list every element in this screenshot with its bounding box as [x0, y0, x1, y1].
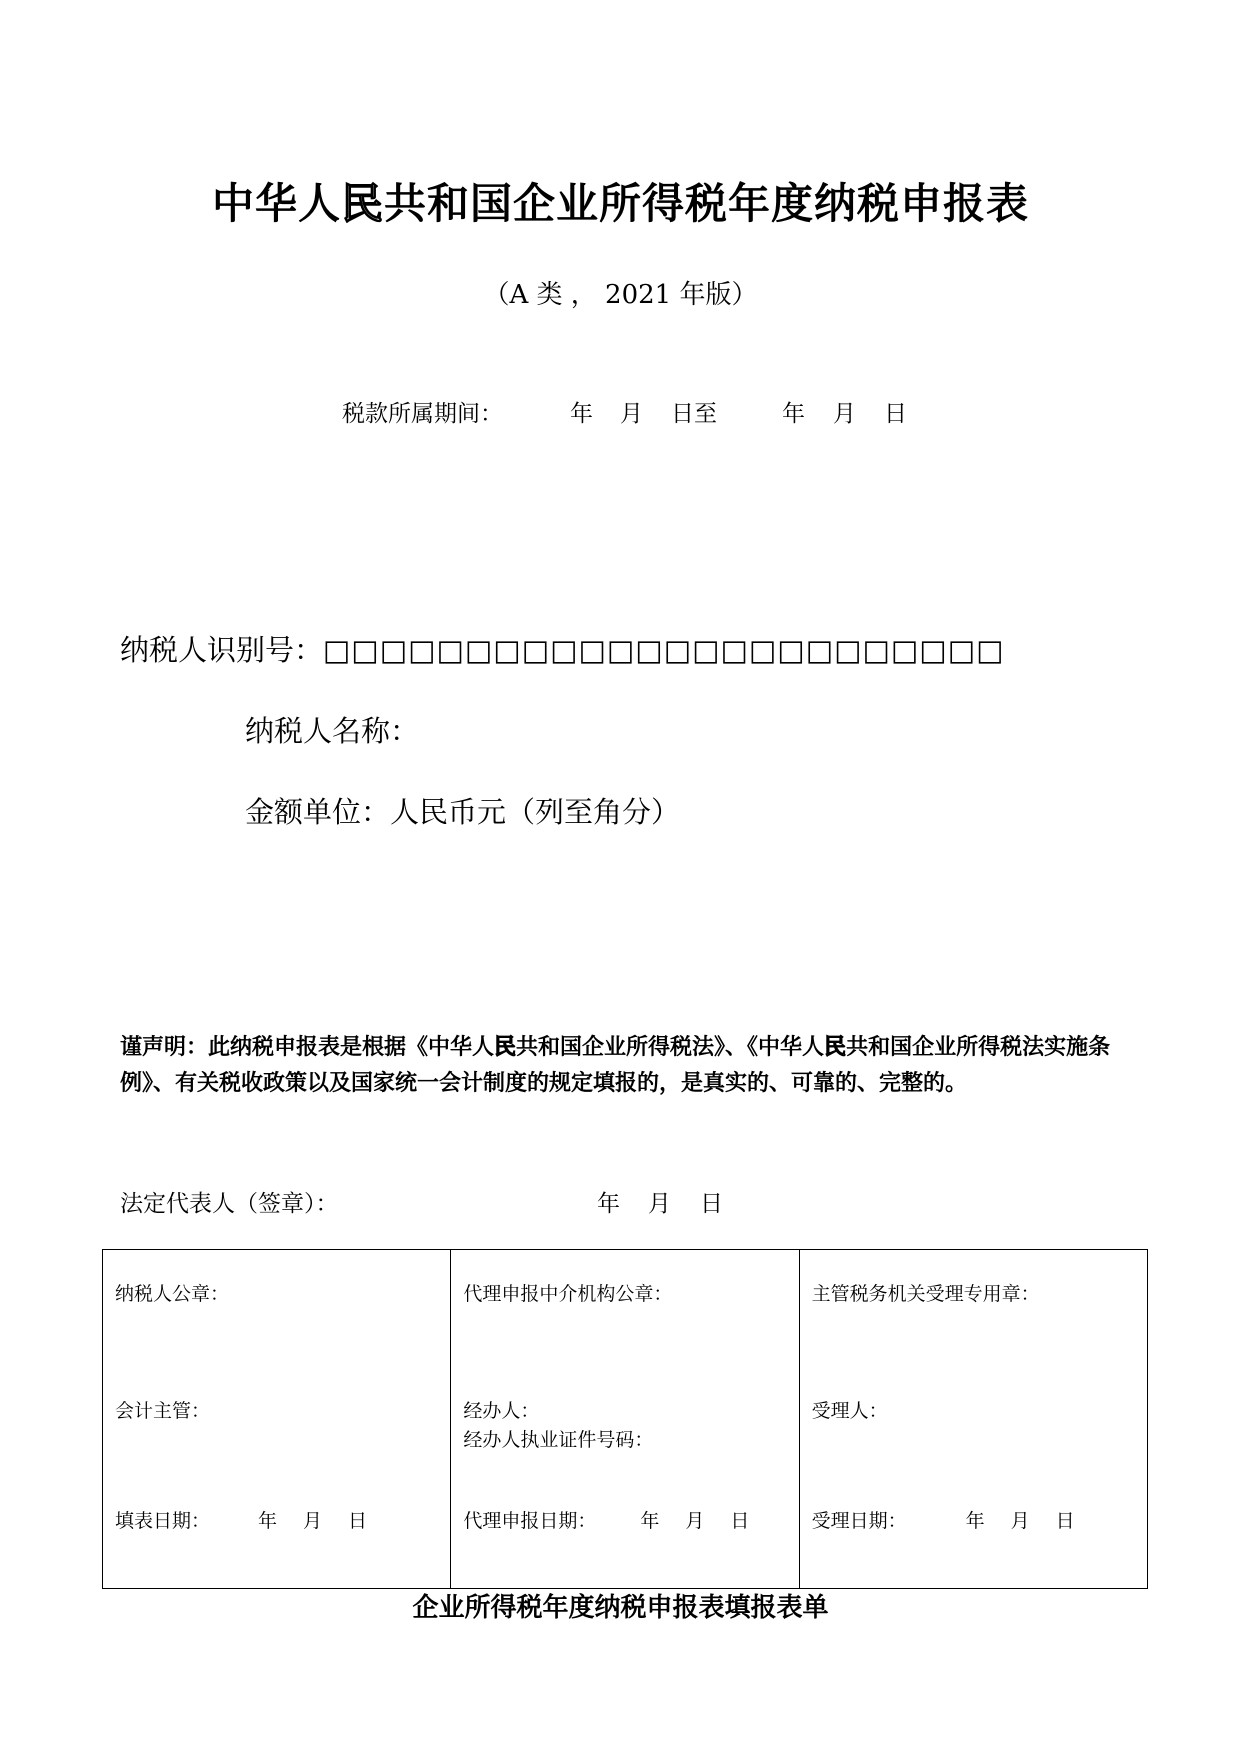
signature-table	[102, 1249, 1148, 1589]
agent-date-label: 代理申报日期：	[463, 1510, 597, 1532]
taxpayer-id-boxes[interactable]: □□□□□□□□□□□□□□□□□□□□□□□□	[323, 633, 1005, 667]
agent-seal-label: 代理申报中介机构公章：	[463, 1283, 673, 1305]
legal-rep-label: 法定代表人（签章）：	[120, 1191, 339, 1217]
taxpayer-seal-label: 纳税人公章：	[115, 1283, 230, 1305]
agent-date-year: 年	[640, 1510, 660, 1532]
receive-date-month: 月	[1010, 1510, 1030, 1532]
agent-handler-label: 经办人：	[463, 1400, 540, 1422]
agent-date-month: 月	[685, 1510, 705, 1532]
taxpayer-id-label: 纳税人识别号：	[120, 633, 324, 667]
agent-cert-number-label: 经办人执业证件号码：	[463, 1429, 654, 1451]
tax-period-end-month: 月	[833, 401, 856, 427]
tax-authority-seal-label: 主管税务机关受理专用章：	[811, 1283, 1040, 1305]
receiver-label: 受理人：	[811, 1400, 888, 1422]
amount-unit: 金额单位：人民币元（列至角分）	[245, 795, 681, 829]
legal-rep-day: 日	[700, 1191, 723, 1217]
title-text-2: 共和国企业所得税年度纳税申报表	[384, 179, 1030, 228]
tax-period-end-day: 日	[884, 401, 907, 427]
tax-period-end-year: 年	[782, 401, 805, 427]
tax-period-start-month: 月	[620, 401, 643, 427]
legal-rep-month: 月	[648, 1191, 671, 1217]
taxpayer-id-row	[120, 630, 1005, 670]
legal-rep-year: 年	[597, 1191, 620, 1217]
page-title	[0, 178, 1241, 230]
tax-period-start-year: 年	[570, 401, 593, 427]
title-text-1: 中华人	[211, 179, 341, 228]
form-version: （A 类 ， 2021 年版）	[483, 280, 758, 310]
declaration-text: 谨声明：此纳税申报表是根据《中华人民共和国企业所得税法》、《中华人民共和国企业所得税法实施条例》、有关税收政策以及国家统一会计制度的规定填报的，是真实的、可靠的、完整的。	[120, 1035, 1111, 1096]
agent-date-day: 日	[730, 1510, 750, 1532]
receive-date-day: 日	[1055, 1510, 1075, 1532]
footer-title: 企业所得税年度纳税申报表填报表单	[412, 1593, 829, 1623]
fill-date-label: 填表日期：	[115, 1510, 211, 1532]
agent-column	[451, 1250, 799, 1588]
tax-authority-column	[800, 1250, 1147, 1588]
taxpayer-column	[103, 1250, 451, 1588]
title-text-outlined: 民	[340, 179, 384, 228]
taxpayer-name-label: 纳税人名称：	[245, 714, 420, 748]
accounting-supervisor-label: 会计主管：	[115, 1400, 211, 1422]
fill-date-year: 年	[258, 1510, 278, 1532]
fill-date-month: 月	[303, 1510, 323, 1532]
tax-period-start-day: 日至	[671, 401, 717, 427]
receive-date-label: 受理日期：	[811, 1510, 907, 1532]
receive-date-year: 年	[965, 1510, 985, 1532]
tax-period-label: 税款所属期间：	[342, 401, 503, 427]
fill-date-day: 日	[348, 1510, 368, 1532]
